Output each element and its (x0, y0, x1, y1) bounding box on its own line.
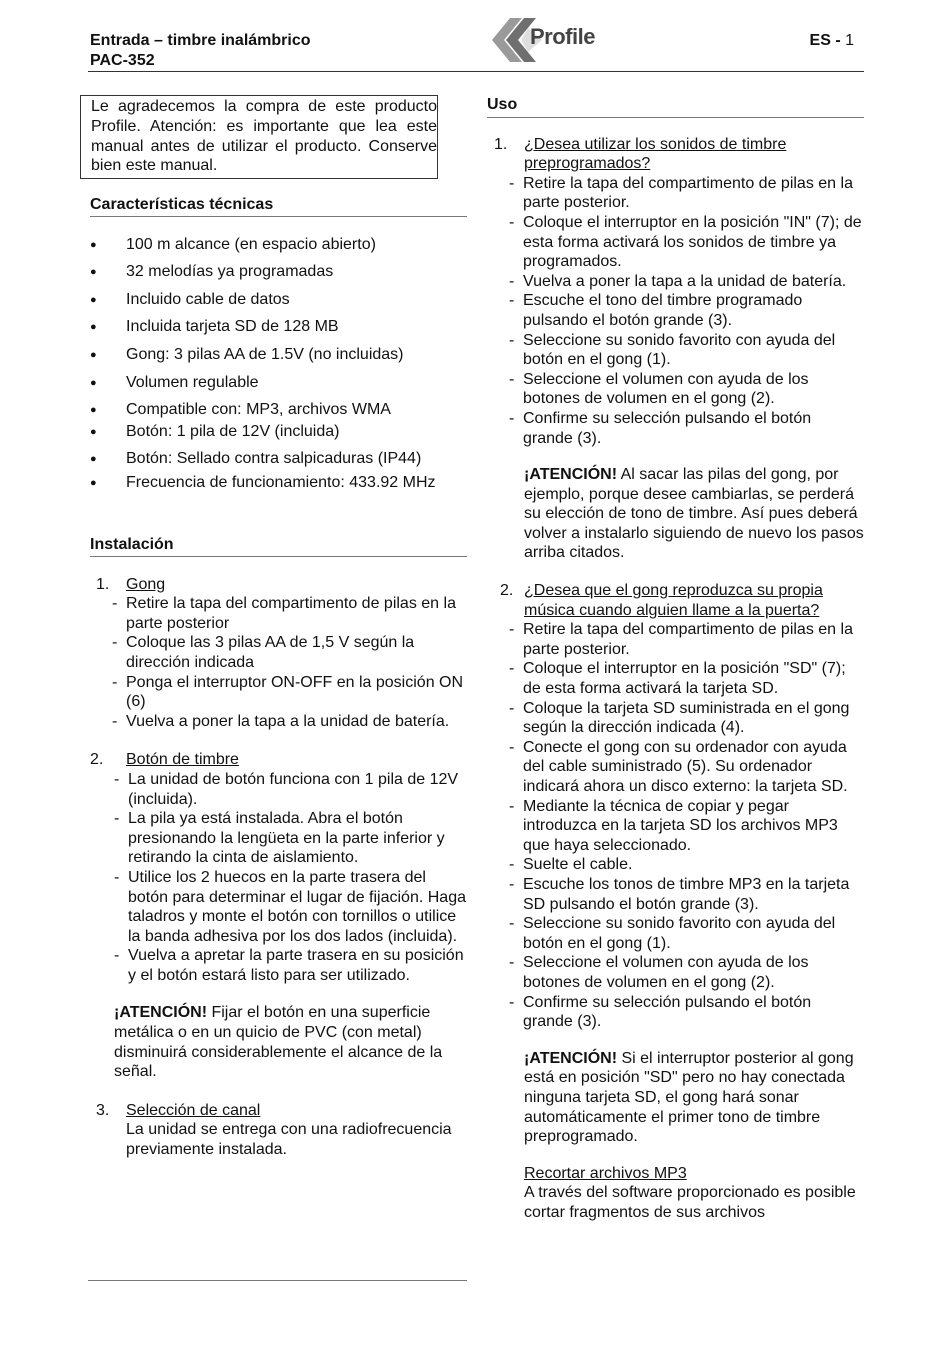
feature-item: ● Botón: Sellado contra salpicaduras (IP44) (90, 449, 467, 469)
item-number: 2. (500, 582, 514, 600)
document-title (90, 31, 311, 71)
step: - La unidad de botón funciona con 1 pila de 12V (incluida). (114, 770, 467, 809)
warning-note (114, 1003, 467, 1081)
warning-label: ¡ATENCIÓN! (524, 1049, 618, 1067)
installation-section (90, 535, 467, 1160)
item-title: Selección de canal (126, 1101, 261, 1119)
logo-text: Profile (530, 24, 595, 49)
title-line-2: PAC-352 (90, 52, 155, 69)
usage-item-preprogrammed (487, 135, 864, 563)
feature-item: ● Incluido cable de datos (90, 290, 467, 310)
feature-item: ● Botón: 1 pila de 12V (incluida) (90, 422, 467, 442)
item-number: 2. (90, 751, 104, 769)
step: - Coloque el interruptor en la posición "SD" (7); de esta forma activará la tarjeta SD. (509, 659, 864, 698)
step: - Ponga el interruptor ON-OFF en la posición ON (6) (112, 673, 467, 712)
step: - Seleccione el volumen con ayuda de los botones de volumen en el gong (2). (509, 953, 864, 992)
step: - Escuche los tonos de timbre MP3 en la tarjeta SD pulsando el botón grande (3). (509, 875, 864, 914)
warning-text: Si el interruptor posterior al gong está en posición "SD" pero no hay conectada ninguna tarjeta SD, el gong hará sonar automáticamente el primer tono de timbre preprogramado. (524, 1049, 854, 1146)
step: - Coloque las 3 pilas AA de 1,5 V según la dirección indicada (112, 633, 467, 672)
step: - Coloque el interruptor en la posición "IN" (7); de esta forma activará los sonidos de timbre ya programados. (509, 213, 864, 272)
step: - Utilice los 2 huecos en la parte trasera del botón para determinar el lugar de fijación. Haga taladros y monte el botón con tornillos o utilice la banda adhesiva por los dos lados (incluida). (114, 868, 467, 946)
step: - Vuelva a apretar la parte trasera en su posición y el botón estará listo para ser utilizado. (114, 946, 467, 985)
warning-text: Al sacar las pilas del gong, por ejemplo, porque desee cambiarlas, se perderá su elección de tono de timbre. Así pues deberá volver a instalarlo siguiendo de nuevo los pasos arriba citados. (524, 466, 864, 562)
step: - La pila ya está instalada. Abra el botón presionando la lengüeta en la parte inferior y retirando la cinta de aislamiento. (114, 809, 467, 868)
step: - Confirme su selección pulsando el botón grande (3). (509, 409, 864, 448)
item-number: 1. (96, 575, 110, 593)
page-number: 1 (845, 32, 854, 49)
subsection-text: A través del software proporcionado es posible cortar fragmentos de sus archivos (524, 1184, 856, 1221)
intro-box: Le agradecemos la compra de este producto Profile. Atención: es importante que lea este manual antes de utilizar el producto. Conserve bien este manual. (80, 95, 438, 179)
installation-heading: Instalación (90, 535, 467, 557)
item-number: 3. (96, 1101, 110, 1119)
step: - Conecte el gong con su ordenador con ayuda del cable suministrado (5). Su ordenador indicará ahora un disco externo: la tarjeta SD. (509, 738, 864, 797)
step: - Vuelva a poner la tapa a la unidad de batería. (509, 272, 864, 292)
step: - Confirme su selección pulsando el botón grande (3). (509, 993, 864, 1032)
features-list (90, 235, 467, 493)
page-indicator (810, 31, 854, 51)
feature-item: ● Frecuencia de funcionamiento: 433.92 MHz (90, 473, 467, 493)
installation-item-button (90, 750, 467, 1082)
title-line-1: Entrada – timbre inalámbrico (90, 32, 311, 49)
step: - Coloque la tarjeta SD suministrada en el gong según la dirección indicada (4). (509, 699, 864, 738)
step: - Seleccione su sonido favorito con ayuda del botón en el gong (1). (509, 331, 864, 370)
step: - Retire la tapa del compartimento de pilas en la parte posterior. (509, 174, 864, 213)
subsection-title: Recortar archivos MP3 (524, 1164, 687, 1182)
item-title: Gong (126, 575, 166, 593)
step: - Mediante la técnica de copiar y pegar introduzca en la tarjeta SD los archivos MP3 que haya seleccionado. (509, 797, 864, 856)
item-text: La unidad se entrega con una radiofrecuencia previamente instalada. (126, 1121, 452, 1159)
item-number: 1. (494, 135, 508, 153)
feature-item: ● 32 melodías ya programadas (90, 262, 467, 282)
warning-note (524, 465, 864, 563)
step: - Suelte el cable. (509, 855, 864, 875)
item-title: ¿Desea que el gong reproduzca su propia música cuando alguien llame a la puerta? (524, 582, 823, 619)
warning-text: Fijar el botón en una superficie metálica o en un quicio de PVC (con metal) disminuirá considerablemente el alcance de la señal. (114, 1004, 443, 1081)
header-divider (88, 71, 864, 72)
installation-item-channel (90, 1101, 467, 1160)
item-title: ¿Desea utilizar los sonidos de timbre preprogramados? (524, 135, 787, 173)
feature-item: ● Volumen regulable (90, 373, 467, 393)
page-prefix: ES - (809, 32, 846, 49)
column-end-divider (88, 1280, 467, 1281)
item-title: Botón de timbre (126, 751, 239, 769)
step: - Seleccione el volumen con ayuda de los botones de volumen en el gong (2). (509, 370, 864, 409)
step: - Retire la tapa del compartimento de pilas en la parte posterior. (509, 620, 864, 659)
step: - Vuelva a poner la tapa a la unidad de batería. (112, 712, 467, 732)
feature-item: ● Gong: 3 pilas AA de 1.5V (no incluidas) (90, 345, 467, 365)
feature-item: ● Incluida tarjeta SD de 128 MB (90, 317, 467, 337)
features-heading: Características técnicas (90, 195, 467, 217)
feature-item: ● 100 m alcance (en espacio abierto) (90, 235, 467, 255)
profile-logo (488, 14, 608, 66)
step: - Escuche el tono del timbre programado pulsando el botón grande (3). (509, 291, 864, 330)
warning-label: ¡ATENCIÓN! (114, 1004, 208, 1022)
step: - Retire la tapa del compartimento de pilas en la parte posterior (112, 594, 467, 633)
warning-note (524, 1049, 864, 1147)
installation-item-gong (90, 575, 467, 732)
feature-item: ● Compatible con: MP3, archivos WMA (90, 400, 467, 420)
step: - Seleccione su sonido favorito con ayuda del botón en el gong (1). (509, 914, 864, 953)
features-section (90, 195, 467, 493)
usage-section (487, 95, 864, 1222)
usage-item-own-music (487, 581, 864, 1222)
usage-heading: Uso (487, 95, 864, 118)
warning-label: ¡ATENCIÓN! (524, 466, 618, 484)
